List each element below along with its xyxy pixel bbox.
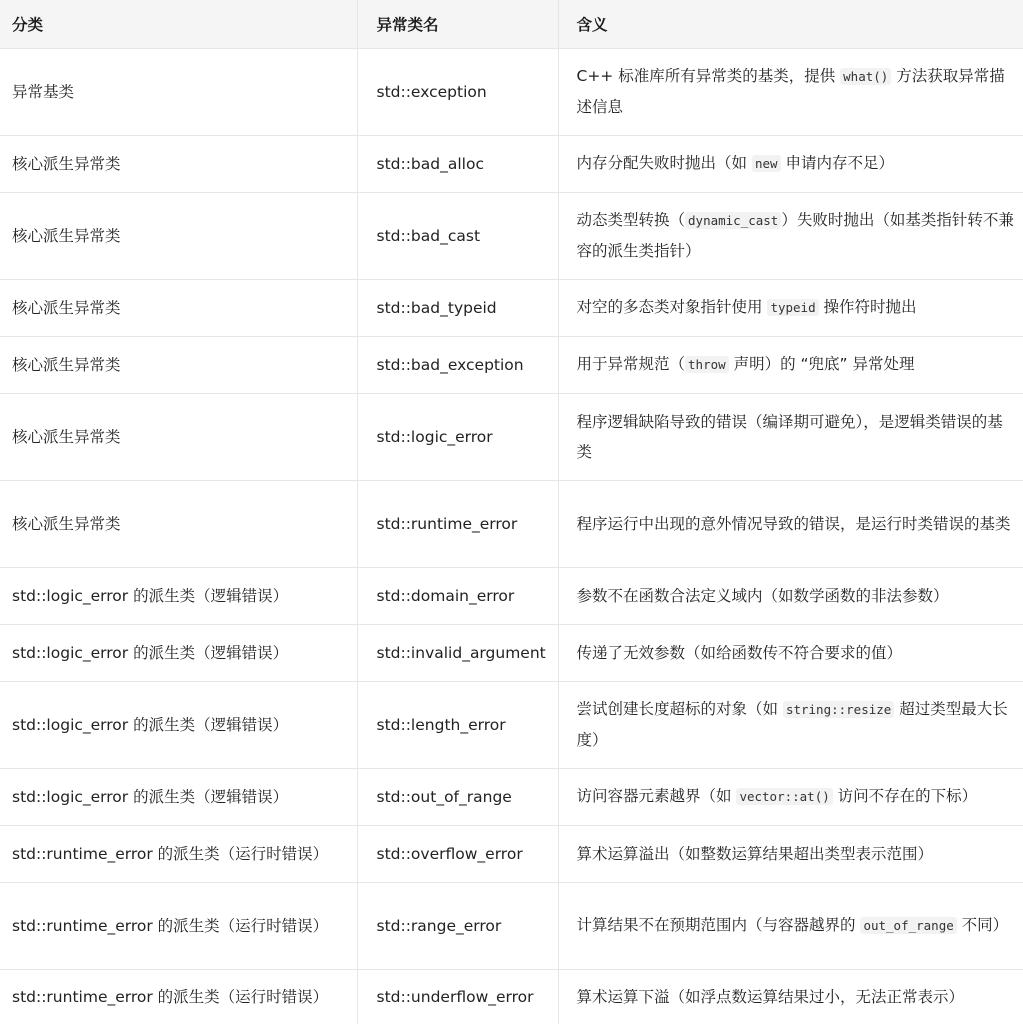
meaning-text: 算术运算溢出（如整数运算结果超出类型表示范围） (576, 844, 934, 863)
meaning-text: 程序运行中出现的意外情况导致的错误，是运行时类错误的基类 (576, 514, 1011, 533)
table-row (0, 768, 1023, 825)
meaning-text: 方法获取异常描述信息 (576, 67, 1005, 116)
meaning-text: 参数不在函数合法定义域内（如数学函数的非法参数） (576, 586, 949, 605)
table-header (0, 0, 1023, 48)
meaning-cell (558, 48, 1023, 135)
class-name-cell: std::runtime_error (357, 480, 558, 567)
table-row (0, 48, 1023, 135)
meaning-cell (558, 882, 1023, 969)
table-row (0, 825, 1023, 882)
table-row (0, 567, 1023, 624)
meaning-cell (558, 480, 1023, 567)
header-meaning: 含义 (558, 0, 1023, 48)
inline-code: out_of_range (860, 917, 956, 934)
header-category: 分类 (0, 0, 357, 48)
table-row (0, 393, 1023, 480)
header-class-name: 异常类名 (357, 0, 558, 48)
meaning-text: 动态类型转换（ (576, 211, 686, 229)
meaning-cell (558, 336, 1023, 393)
meaning-text: 算术运算下溢（如浮点数运算结果过小，无法正常表示） (576, 987, 965, 1006)
table-row (0, 192, 1023, 279)
meaning-text: 访问不存在的下标） (832, 787, 978, 805)
class-name-cell: std::logic_error (357, 393, 558, 480)
class-name-cell: std::bad_exception (357, 336, 558, 393)
inline-code: what() (840, 68, 891, 85)
meaning-cell (558, 825, 1023, 882)
class-name-cell: std::exception (357, 48, 558, 135)
category-cell: std::runtime_error 的派生类（运行时错误） (0, 825, 357, 882)
meaning-cell (558, 768, 1023, 825)
meaning-text: 声明）的 “兜底” 异常处理 (728, 355, 915, 373)
table-row (0, 480, 1023, 567)
meaning-text: 传递了无效参数（如给函数传不符合要求的值） (576, 643, 903, 662)
meaning-cell (558, 135, 1023, 192)
category-cell: 核心派生异常类 (0, 279, 357, 336)
class-name-cell: std::range_error (357, 882, 558, 969)
category-cell: 核心派生异常类 (0, 336, 357, 393)
category-cell: 核心派生异常类 (0, 192, 357, 279)
category-cell: std::logic_error 的派生类（逻辑错误） (0, 681, 357, 768)
category-cell: std::logic_error 的派生类（逻辑错误） (0, 624, 357, 681)
category-cell: std::logic_error 的派生类（逻辑错误） (0, 768, 357, 825)
table-row (0, 279, 1023, 336)
category-cell: 异常基类 (0, 48, 357, 135)
class-name-cell: std::invalid_argument (357, 624, 558, 681)
meaning-text: C++ 标准库所有异常类的基类，提供 (576, 67, 841, 85)
table-row (0, 681, 1023, 768)
meaning-text: 访问容器元素越界（如 (576, 787, 737, 805)
meaning-cell (558, 567, 1023, 624)
inline-code: throw (685, 356, 729, 373)
inline-code: new (752, 155, 781, 172)
class-name-cell: std::length_error (357, 681, 558, 768)
meaning-cell (558, 681, 1023, 768)
meaning-text: 申请内存不足） (780, 154, 894, 172)
meaning-text: 操作符时抛出 (818, 298, 917, 316)
class-name-cell: std::bad_typeid (357, 279, 558, 336)
inline-code: string::resize (783, 701, 894, 718)
table-row (0, 135, 1023, 192)
meaning-text: 计算结果不在预期范围内（与容器越界的 (576, 916, 861, 934)
table-row (0, 882, 1023, 969)
table-row (0, 624, 1023, 681)
category-cell: 核心派生异常类 (0, 480, 357, 567)
table-row (0, 969, 1023, 1024)
meaning-text: 内存分配失败时抛出（如 (576, 154, 752, 172)
inline-code: dynamic_cast (685, 212, 781, 229)
category-cell: std::runtime_error 的派生类（运行时错误） (0, 969, 357, 1024)
inline-code: typeid (767, 299, 818, 316)
meaning-text: 程序逻辑缺陷导致的错误（编译期可避免），是逻辑类错误的基类 (576, 412, 1003, 461)
meaning-text: 尝试创建长度超标的对象（如 (576, 700, 783, 718)
class-name-cell: std::bad_cast (357, 192, 558, 279)
table-body (0, 48, 1023, 1024)
category-cell: 核心派生异常类 (0, 135, 357, 192)
meaning-cell (558, 192, 1023, 279)
meaning-cell (558, 393, 1023, 480)
class-name-cell: std::underflow_error (357, 969, 558, 1024)
table-row (0, 336, 1023, 393)
meaning-text: 对空的多态类对象指针使用 (576, 298, 768, 316)
meaning-text: 超过类型最大长度） (576, 700, 1008, 749)
class-name-cell: std::bad_alloc (357, 135, 558, 192)
class-name-cell: std::out_of_range (357, 768, 558, 825)
meaning-text: 用于异常规范（ (576, 355, 686, 373)
category-cell: std::runtime_error 的派生类（运行时错误） (0, 882, 357, 969)
meaning-cell (558, 969, 1023, 1024)
class-name-cell: std::domain_error (357, 567, 558, 624)
meaning-cell (558, 624, 1023, 681)
category-cell: std::logic_error 的派生类（逻辑错误） (0, 567, 357, 624)
meaning-text: ）失败时抛出（如基类指针转不兼容的派生类指针） (576, 211, 1014, 260)
header-row (0, 0, 1023, 48)
inline-code: vector::at() (736, 788, 832, 805)
category-cell: 核心派生异常类 (0, 393, 357, 480)
meaning-cell (558, 279, 1023, 336)
meaning-text: 不同） (956, 916, 1009, 934)
class-name-cell: std::overflow_error (357, 825, 558, 882)
